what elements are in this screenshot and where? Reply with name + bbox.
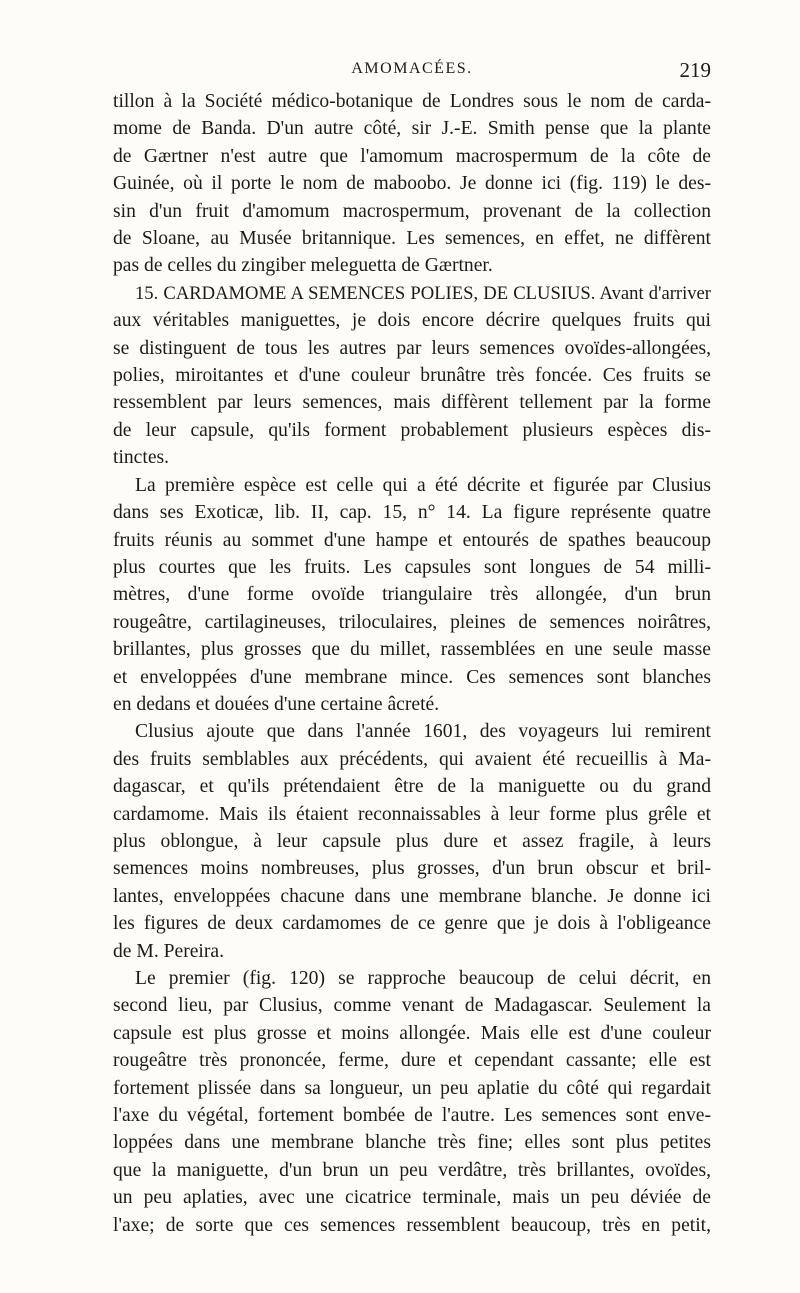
- text-line: pas de celles du zingiber meleguetta de Gærtner.: [113, 255, 493, 277]
- text-line: polies, miroitantes et d'une couleur brunâtre très foncée. Ces fruits se: [113, 365, 711, 387]
- text-line: l'axe du végétal, fortement bombée de l'autre. Les semences sont enve-: [113, 1105, 711, 1127]
- text-line: tillon à la Société médico-botanique de Londres sous le nom de cardа-: [113, 91, 711, 112]
- text-line: sin d'un fruit d'amomum macrospermum, provenant de la collection: [113, 200, 711, 222]
- text-line: second lieu, par Clusius, comme venant de Madagascar. Seulement la: [113, 995, 711, 1017]
- text-line: ressemblent par leurs semences, mais diffèrent tellement par la forme: [113, 392, 711, 414]
- text-line: plus oblongue, à leur capsule plus dure et assez fragile, à leurs: [113, 830, 711, 852]
- paragraph-1: [113, 280, 711, 472]
- paragraph-0: [113, 88, 711, 280]
- text-line: Clusius ajoute que dans l'année 1601, des voyageurs lui remirent: [135, 721, 711, 743]
- text-line: que la maniguette, d'un brun un peu verdâtre, très brillantes, ovoïdes,: [113, 1159, 711, 1181]
- text-line: capsule est plus grosse et moins allongée. Mais elle est d'une couleur: [113, 1022, 711, 1044]
- paragraph-4: [113, 965, 711, 1239]
- text-line: de Sloane, au Musée britannique. Les semences, en effet, ne diffèrent: [113, 228, 711, 250]
- text-line: se distinguent de tous les autres par leurs semences ovoïdes-allongées,: [113, 337, 711, 359]
- text-line: loppées dans une membrane blanche très fine; elles sont plus petites: [113, 1132, 711, 1154]
- running-title: AMOMACÉES.: [351, 60, 473, 77]
- text-line: dans ses Exoticæ, lib. II, cap. 15, n° 14. La figure représente quatre: [113, 502, 711, 524]
- text-line: aux véritables maniguettes, je dois encore décrire quelques fruits qui: [113, 310, 711, 332]
- text-line: de M. Pereira.: [113, 940, 224, 962]
- text-line: semences moins nombreuses, plus grosses, d'un brun obscur et bril-: [113, 858, 711, 880]
- page-number: 219: [679, 58, 711, 82]
- text-line: brillantes, plus grosses que du millet, rassemblées en une seule masse: [113, 639, 711, 661]
- body-text: [113, 88, 711, 1239]
- text-line: dagascar, et qu'ils prétendaient être de la maniguette ou du grand: [113, 776, 711, 798]
- text-line: La première espèce est celle qui a été décrite et figurée par Clusius: [135, 474, 711, 496]
- text-line: Guinée, où il porte le nom de maboobo. Je donne ici (fig. 119) le des-: [113, 173, 711, 195]
- text-line: un peu aplaties, avec une cicatrice terminale, mais un peu déviée de: [113, 1187, 711, 1209]
- text-line: en dedans et douées d'une certaine âcreté.: [113, 693, 440, 715]
- text-line: cardamome. Mais ils étaient reconnaissables à leur forme plus grêle et: [113, 803, 711, 825]
- text-line: fortement plissée dans sa longueur, un peu aplatie du côté qui regardait: [113, 1077, 711, 1099]
- text-line: mome de Banda. D'un autre côté, sir J.-E. Smith pense que la plante: [113, 118, 711, 140]
- text-line: Le premier (fig. 120) se rapproche beaucoup de celui décrit, en: [135, 968, 711, 989]
- text-line: mètres, d'une forme ovoïde triangulaire très allongée, d'un brun: [113, 584, 711, 606]
- text-line: fruits réunis au sommet d'une hampe et entourés de spathes beaucoup: [113, 529, 711, 551]
- text-line: et enveloppées d'une membrane mince. Ces semences sont blanches: [113, 666, 711, 688]
- text-line: plus courtes que les fruits. Les capsules sont longues de 54 milli-: [113, 556, 711, 578]
- text-line: les figures de deux cardamomes de ce genre que je dois à l'obligeance: [113, 913, 711, 935]
- paragraph-3: [113, 718, 711, 965]
- text-line: l'axe; de sorte que ces semences ressemblent beaucoup, très en petit,: [113, 1214, 711, 1236]
- text-line: lantes, enveloppées chacune dans une membrane blanche. Je donne ici: [113, 885, 711, 907]
- text-line: des fruits semblables aux précédents, qui avaient été recueillis à Ma-: [113, 748, 711, 770]
- text-line: 15. CARDAMOME A SEMENCES POLIES, DE CLUSIUS. Avant d'arriver: [135, 282, 711, 304]
- text-line: tinctes.: [113, 447, 170, 469]
- text-line: de leur capsule, qu'ils forment probablement plusieurs espèces dis-: [113, 419, 711, 441]
- text-line: rougeâtre, cartilagineuses, triloculaires, pleines de semences noirâtres,: [113, 611, 711, 633]
- text-line: de Gærtner n'est autre que l'amomum macrospermum de la côte de: [113, 145, 711, 167]
- paragraph-2: [113, 472, 711, 719]
- text-line: rougeâtre très prononcée, ferme, dure et cependant cassante; elle est: [113, 1050, 711, 1072]
- page-header: [113, 58, 711, 88]
